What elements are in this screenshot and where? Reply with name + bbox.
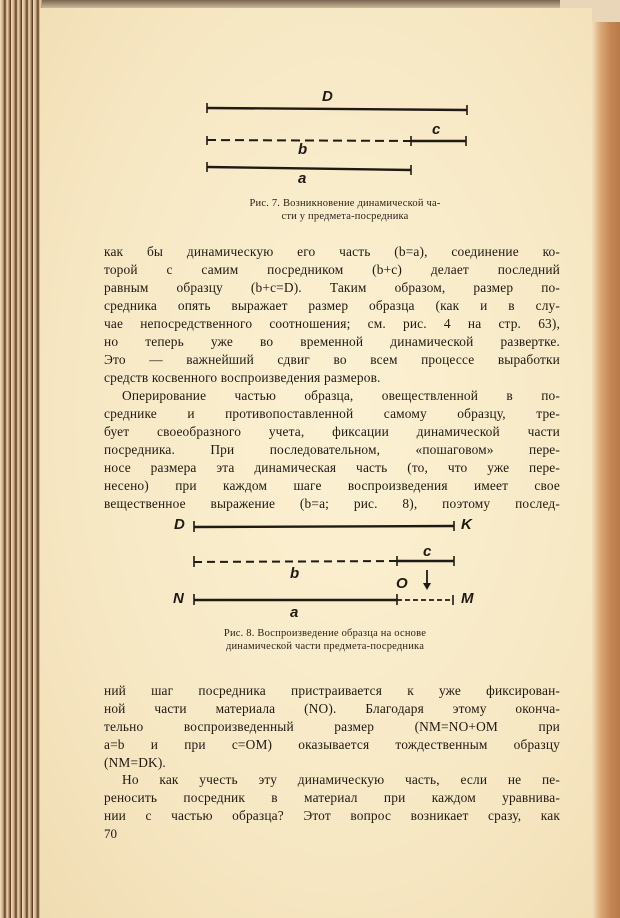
text-line: Но как учесть эту динамическую часть, если не пе-: [122, 772, 560, 787]
figure7-label-D: D: [322, 88, 333, 105]
paragraph-1: [104, 243, 560, 387]
text-line: реносить посредник в материал при каждом уравнива-: [104, 790, 560, 805]
text-line: но теперь уже во временной динамической развертке.: [104, 334, 560, 349]
figure8-caption: [165, 627, 485, 653]
book-spine-pages: [0, 0, 42, 918]
figure8-label-M: M: [461, 590, 474, 607]
book-edge-right: [592, 22, 620, 918]
figure8-label-b: b: [290, 565, 300, 582]
text-line: носе размера эта динамическая часть (то, что уже пере-: [104, 460, 560, 475]
page-number: 70: [104, 826, 117, 841]
paragraph-4: [104, 771, 560, 825]
text-line: Оперирование частью образца, овеществленной в по-: [122, 388, 560, 403]
paragraph-3: [104, 682, 560, 772]
text-line: как бы динамическую его часть (b=a), соединение ко-: [104, 244, 560, 259]
figure7-label-a: a: [298, 170, 307, 187]
text-line: равным образцу (b+c=D). Таким образом, размер по-: [104, 280, 560, 295]
figure7-label-b: b: [298, 141, 308, 158]
figure8-caption-line1: Рис. 8. Воспроизведение образца на основе: [223, 628, 427, 639]
text-line: Это — важнейший сдвиг во всем процессе выработки: [104, 352, 560, 367]
text-line: ний шаг посредника пристраивается к уже фиксирован-: [104, 683, 560, 698]
figure7-caption-line1: Рис. 7. Возникновение динамической ча-: [249, 198, 441, 209]
text-line: средника опять выражает размер образца (как и в слу-: [104, 298, 560, 313]
text-line: среднике и противопоставленной самому образцу, тре-: [104, 406, 560, 421]
figure8-label-O: O: [396, 575, 408, 592]
figure8-label-K: K: [461, 516, 472, 533]
text-line: тельно воспроизведенный размер (NM=NO+OM при: [104, 719, 560, 734]
page-top-shadow: [0, 0, 560, 8]
figure8-label-a: a: [290, 604, 299, 621]
figure8-caption-line2: динамической части предмета-посредника: [225, 641, 425, 652]
text-line: торой с самим посредником (b+c) делает последний: [104, 262, 560, 277]
text-line: средств косвенного воспроизведения размеров.: [104, 370, 381, 385]
paragraph-2: [104, 387, 560, 513]
text-line: (NM=DK).: [104, 755, 166, 770]
figure7-caption: [200, 197, 490, 223]
figure8-label-c: c: [423, 543, 432, 560]
text-line: несено) при каждом шаге воспроизведения имеет свое: [104, 478, 560, 493]
text-line: бует своеобразного учета, фиксации динамической части: [104, 424, 560, 439]
figure8-label-N: N: [173, 590, 184, 607]
figure8-label-D: D: [174, 516, 185, 533]
figure7-label-c: c: [432, 121, 441, 138]
text-line: нии с частью образца? Этот вопрос возникает сразу, как: [104, 808, 560, 823]
text-line: a=b и при c=OM) оказывается тождественным образцу: [104, 737, 560, 752]
text-line: ной части материала (NO). Благодаря этому оконча-: [104, 701, 560, 716]
text-line: чае непосредственного соотношения; см. рис. 4 на стр. 63),: [104, 316, 560, 331]
text-line: вещественное выражение (b=a; рис. 8), поэтому послед-: [104, 496, 560, 511]
figure7-caption-line2: сти у предмета-посредника: [281, 211, 409, 222]
text-line: посредника. При последовательном, «пошаговом» пере-: [104, 442, 560, 457]
